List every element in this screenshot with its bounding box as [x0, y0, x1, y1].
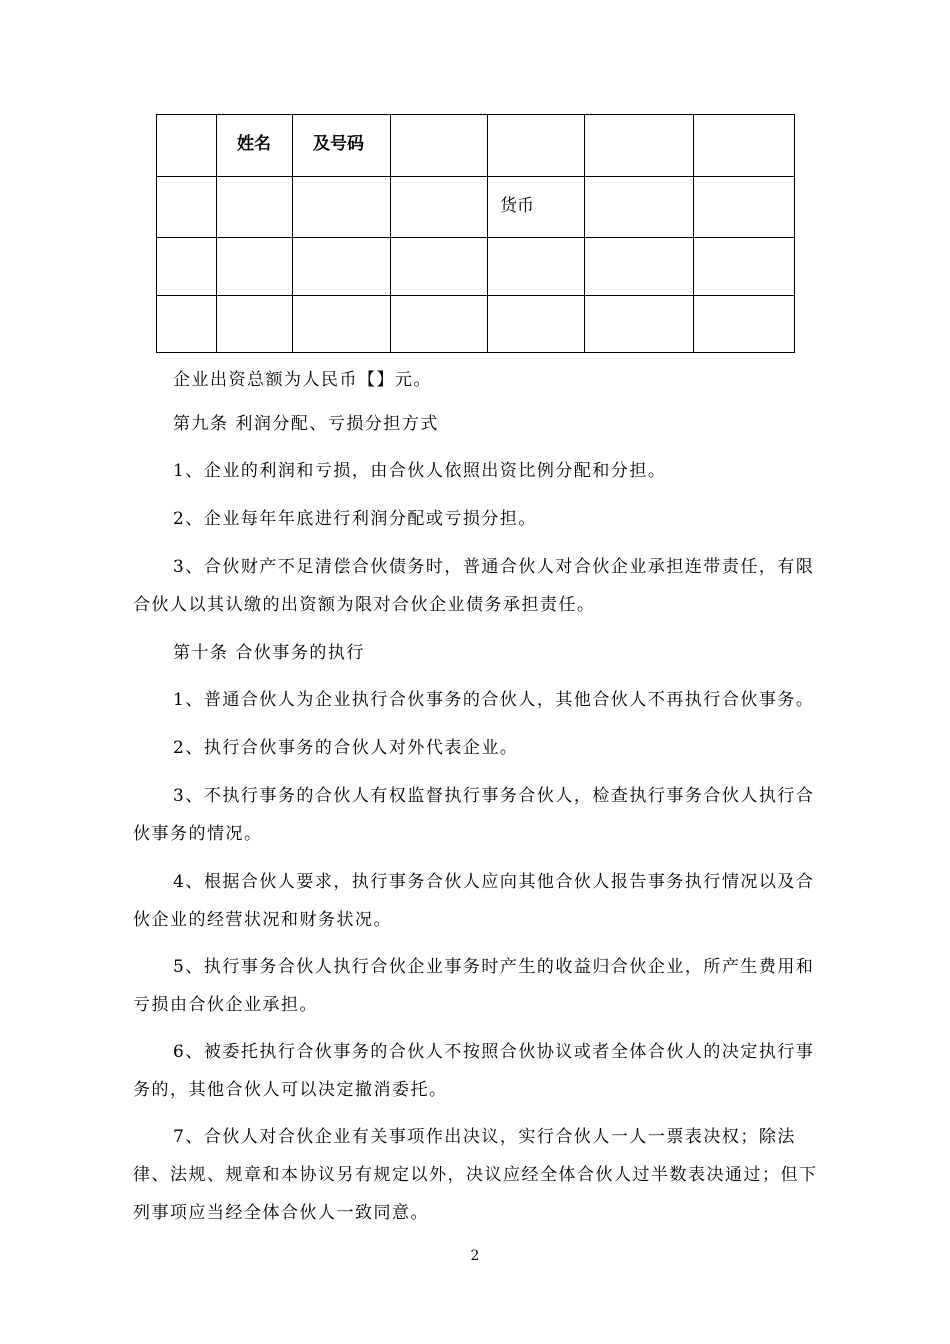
article-10-clause-6: 6、被委托执行合伙事务的合伙人不按照合伙协议或者全体合伙人的决定执行事务的，其他合伙人可以决定撤消委托。: [133, 1042, 815, 1100]
table-cell: [217, 238, 293, 296]
table-cell: [157, 115, 217, 177]
table-cell: [694, 296, 795, 353]
table-cell: [694, 238, 795, 296]
table-cell: [293, 177, 391, 238]
table-cell: [585, 238, 694, 296]
table-cell: [217, 296, 293, 353]
table-cell: [391, 296, 488, 353]
table-row: [157, 177, 795, 238]
table-cell: [391, 115, 488, 177]
table-cell: [585, 115, 694, 177]
article-10-clause-3: 3、不执行事务的合伙人有权监督执行事务合伙人，检查执行事务合伙人执行合伙事务的情况。: [133, 786, 815, 844]
table-cell: [157, 238, 217, 296]
table-cell: [157, 177, 217, 238]
table-cell: [488, 296, 585, 353]
table-cell: [217, 177, 293, 238]
table-cell: [694, 177, 795, 238]
table-cell: [293, 238, 391, 296]
table-cell: [391, 177, 488, 238]
table-cell: [585, 296, 694, 353]
table-header-id-number: 及号码: [293, 115, 391, 177]
article-9-clause-1: 1、企业的利润和亏损，由合伙人依照出资比例分配和分担。: [173, 461, 667, 481]
article-9-clause-3: 3、合伙财产不足清偿合伙债务时，普通合伙人对合伙企业承担连带责任，有限合伙人以其认缴的出资额为限对合伙企业债务承担责任。: [133, 557, 815, 615]
table-cell: [157, 296, 217, 353]
table-cell: [694, 115, 795, 177]
article-10-heading: 第十条 合伙事务的执行: [173, 643, 365, 663]
article-10-clause-2: 2、执行合伙事务的合伙人对外代表企业。: [173, 738, 519, 758]
table-cell: [488, 238, 585, 296]
table-cell: [488, 115, 585, 177]
table-cell: [585, 177, 694, 238]
contribution-table: [156, 114, 795, 353]
table-row: [157, 238, 795, 296]
article-9-clause-2: 2、企业每年年底进行利润分配或亏损分担。: [173, 509, 537, 529]
table-cell: [293, 296, 391, 353]
table-header-name: 姓名: [217, 115, 293, 177]
table-cell: [391, 238, 488, 296]
article-10-clause-5: 5、执行事务合伙人执行合伙企业事务时产生的收益归合伙企业，所产生费用和亏损由合伙企业承担。: [133, 957, 815, 1015]
article-9-heading: 第九条 利润分配、亏损分担方式: [173, 414, 439, 434]
table-cell-contribution-type: 货币: [488, 177, 585, 238]
article-10-clause-4: 4、根据合伙人要求，执行事务合伙人应向其他合伙人报告事务执行情况以及合伙企业的经营状况和财务状况。: [133, 872, 815, 930]
page-number: 2: [470, 1248, 480, 1264]
table-row: [157, 296, 795, 353]
article-10-clause-7: 7、合伙人对合伙企业有关事项作出决议，实行合伙人一人一票表决权；除法律、法规、规章和本协议另有规定以外，决议应经全体合伙人过半数表决通过；但下列事项应当经全体合伙人一致同意。: [133, 1127, 818, 1223]
total-contribution-text: 企业出资总额为人民币【】元。: [173, 370, 432, 390]
article-10-clause-1: 1、普通合伙人为企业执行合伙事务的合伙人，其他合伙人不再执行合伙事务。: [173, 690, 815, 710]
table-header-row: [157, 115, 795, 177]
